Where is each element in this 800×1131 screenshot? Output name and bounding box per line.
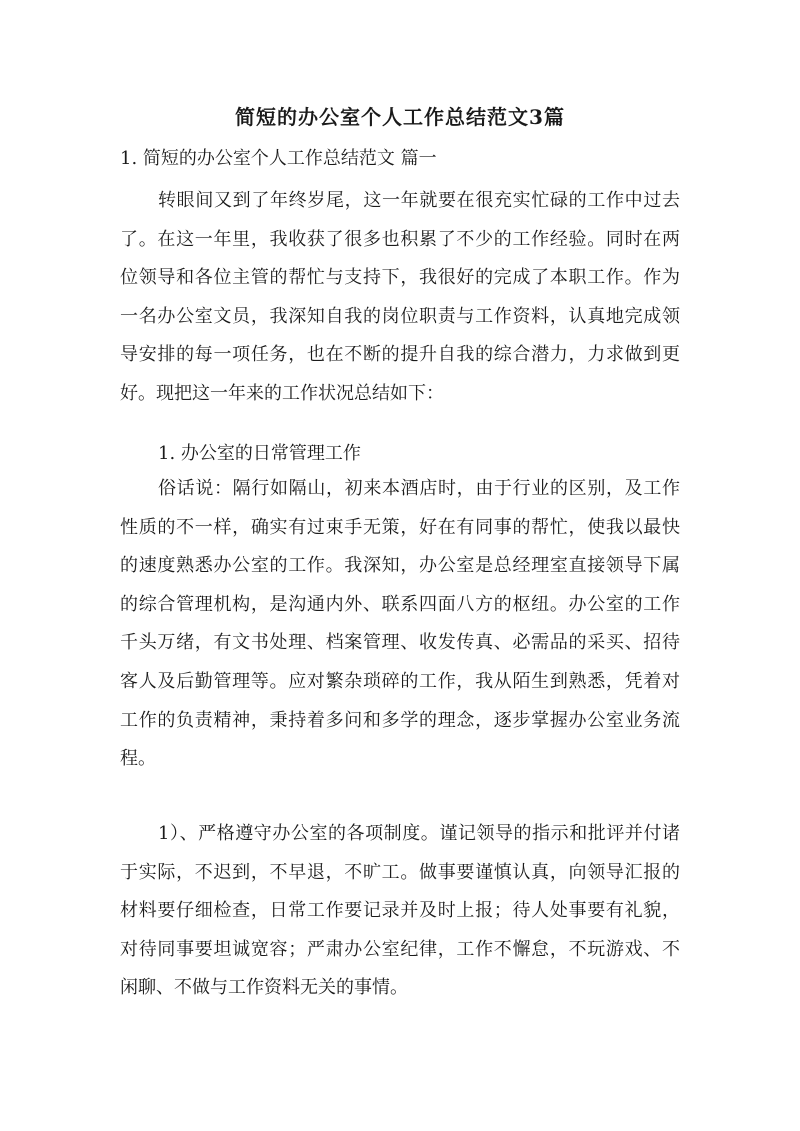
paragraph-office-rules: [120, 815, 680, 1008]
paragraph-line: 的速度熟悉办公室的工作。我深知，办公室是总经理室直接领导下属: [120, 555, 680, 577]
document-title: 简短的办公室个人工作总结范文3篇: [235, 105, 565, 129]
paragraph-line: 一名办公室文员，我深知自我的岗位职责与工作资料，认真地完成领: [120, 305, 680, 327]
paragraph-line: 于实际，不迟到，不早退，不旷工。做事要谨慎认真，向领导汇报的: [120, 861, 680, 883]
paragraph-line: 千头万绪，有文书处理、档案管理、收发传真、必需品的采买、招待: [120, 632, 680, 654]
paragraph-line: 俗话说：隔行如隔山，初来本酒店时，由于行业的区别，及工作: [158, 478, 680, 499]
paragraph-line: 客人及后勤管理等。应对繁杂琐碎的工作，我从陌生到熟悉，凭着对: [120, 670, 680, 692]
sub-heading: 1. 办公室的日常管理工作: [158, 443, 361, 464]
paragraph-line: 闲聊、不做与工作资料无关的事情。: [120, 977, 408, 999]
paragraph-line: 转眼间又到了年终岁尾，这一年就要在很充实忙碌的工作中过去: [158, 190, 680, 211]
paragraph-line: 1）、严格遵守办公室的各项制度。谨记领导的指示和批评并付诸: [158, 823, 680, 844]
paragraph-line: 性质的不一样，确实有过束手无策，好在有同事的帮忙，使我以最快: [120, 516, 680, 538]
paragraph-intro: [120, 182, 680, 414]
paragraph-daily-management: [120, 470, 680, 779]
paragraph-line: 了。在这一年里，我收获了很多也积累了不少的工作经验。同时在两: [120, 228, 680, 250]
paragraph-line: 的综合管理机构，是沟通内外、联系四面八方的枢纽。办公室的工作: [120, 593, 680, 615]
paragraph-line: 材料要仔细检查，日常工作要记录并及时上报；待人处事要有礼貌，: [120, 900, 680, 922]
paragraph-line: 导安排的每一项任务，也在不断的提升自我的综合潜力，力求做到更: [120, 344, 680, 366]
paragraph-line: 工作的负责精神，秉持着多问和多学的理念，逐步掌握办公室业务流: [120, 709, 680, 731]
paragraph-line: 对待同事要坦诚宽容；严肃办公室纪律，工作不懈怠，不玩游戏、不: [120, 938, 680, 960]
paragraph-line: 位领导和各位主管的帮忙与支持下，我很好的完成了本职工作。作为: [120, 267, 680, 289]
paragraph-line: 程。: [120, 748, 156, 770]
section-heading: 1. 简短的办公室个人工作总结范文 篇一: [120, 148, 437, 169]
paragraph-line: 好。现把这一年来的工作状况总结如下：: [120, 382, 444, 404]
